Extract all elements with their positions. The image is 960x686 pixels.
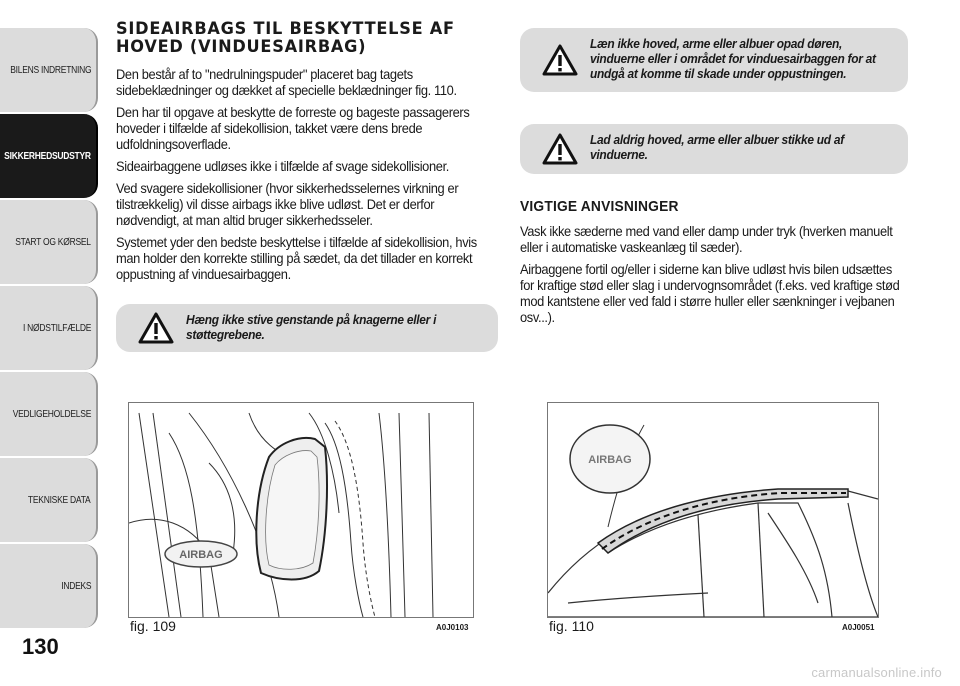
section-heading: [116, 20, 479, 56]
tab-label: TEKNISKE DATA: [28, 494, 91, 506]
figure-code: A0J0103: [436, 623, 469, 632]
airbag-badge-label: AIRBAG: [179, 549, 223, 561]
warning-icon: [138, 312, 174, 344]
airbag-badge: [165, 541, 237, 567]
tab-tekniske-data[interactable]: [0, 458, 98, 542]
paragraph: Vask ikke sæderne med vand eller damp under tryk (hverken manuelt eller i automatiske vaskeanlæg til sæder).: [520, 223, 893, 255]
airbag-badge-label: AIRBAG: [588, 454, 632, 466]
paragraph: Airbaggene fortil og/eller i siderne kan blive udløst hvis bilen udsættes for kraftige stød eller slag i undervognsområdet (f.eks. ved kraftige stød mod kantstene eller ved fald i større huller eller sænkninger i vejbanen osv...).: [520, 261, 900, 325]
tab-bilens-indretning[interactable]: [0, 28, 98, 112]
warning-box: [116, 304, 498, 352]
tab-i-nodstilfaelde[interactable]: [0, 286, 98, 370]
paragraph: Den består af to "nedrulningspuder" placeret bag tagets sidebeklædninger og dækket af specielle beklædninger fig. 110.: [116, 66, 457, 98]
tab-label: START OG KØRSEL: [15, 236, 91, 248]
tab-vedligeholdelse[interactable]: [0, 372, 98, 456]
airbag-badge: [570, 425, 650, 493]
tab-label: VEDLIGEHOLDELSE: [12, 408, 91, 420]
page-number: 130: [22, 634, 59, 659]
warning-text: Læn ikke hoved, arme eller albuer opad døren, vinduerne eller i området for vinduesairbaggen for at undgå at komme til skade under oppustningen.: [590, 36, 876, 81]
airbag-car-illustration: [548, 403, 878, 617]
tab-start-og-korsel[interactable]: [0, 200, 98, 284]
right-column: [520, 28, 908, 331]
left-column: [116, 20, 498, 352]
subheading: VIGTIGE ANVISNINGER: [520, 198, 679, 215]
warning-text: Hæng ikke stive genstande på knagerne eller i støttegrebene.: [186, 312, 437, 342]
tab-label: SIKKERHEDSUDSTYR: [4, 150, 91, 162]
warning-icon: [542, 44, 578, 76]
chapter-sidebar: [0, 0, 100, 640]
figure-110: [547, 402, 879, 618]
paragraph: Sideairbaggene udløses ikke i tilfælde af svage sidekollisioner.: [116, 158, 449, 174]
tab-label: INDEKS: [60, 580, 91, 592]
warning-text: Lad aldrig hoved, arme eller albuer stikke ud af vinduerne.: [590, 132, 844, 162]
figure-109: [128, 402, 474, 618]
tab-label: I NØDSTILFÆLDE: [22, 322, 91, 334]
watermark: carmanualsonline.info: [811, 665, 942, 680]
tab-sikkerhedsudstyr[interactable]: [0, 114, 98, 198]
heading-line-1: SIDEAIRBAGS TIL BESKYTTELSE AF: [116, 19, 455, 39]
figure-code: A0J0051: [842, 623, 875, 632]
heading-line-2: HOVED (VINDUESAIRBAG): [116, 37, 367, 57]
figure-caption: fig. 110: [549, 618, 594, 634]
tab-label: BILENS INDRETNING: [9, 64, 91, 76]
figure-caption: fig. 109: [130, 618, 176, 634]
airbag-interior-illustration: [129, 403, 473, 617]
warning-box: [520, 28, 908, 92]
paragraph: Den har til opgave at beskytte de forreste og bageste passagerers hoveder i tilfælde af sidekollision, takket være dens brede udfoldningsoverflade.: [116, 104, 470, 152]
warning-icon: [542, 133, 578, 165]
paragraph: Ved svagere sidekollisioner (hvor sikkerhedsselernes virkning er tilstrækkelig) vil disse airbags ikke blive udløst. Det er derfor nødvendigt, at man altid bruger sikkerhedsseler.: [116, 180, 459, 228]
warning-box: [520, 124, 908, 174]
tab-indeks[interactable]: [0, 544, 98, 628]
paragraph: Systemet yder den bedste beskyttelse i tilfælde af sidekollision, hvis man holder den korrekte stilling på sædet, da det tillader en korrekt oppustning af vinduesairbaggen.: [116, 234, 477, 282]
